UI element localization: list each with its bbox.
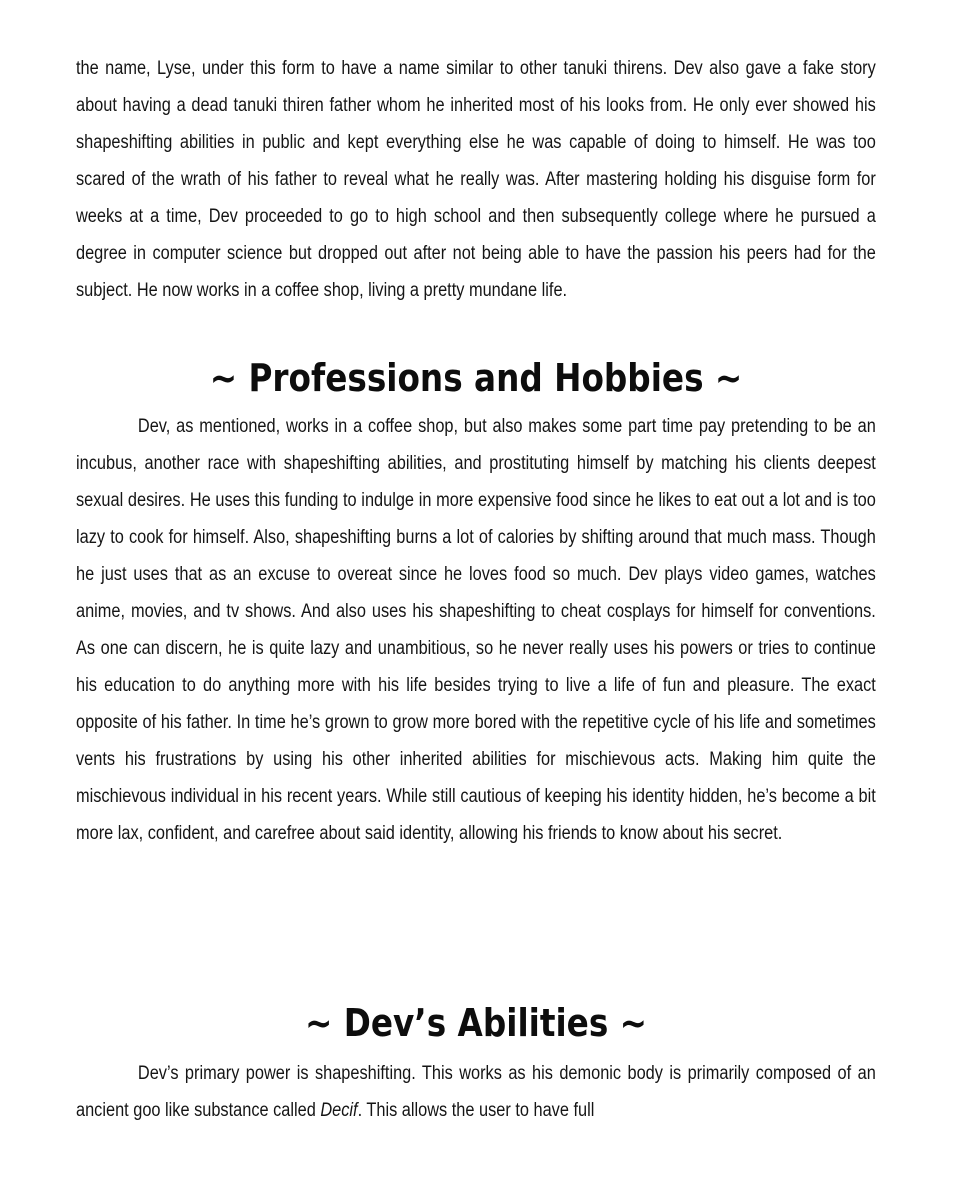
abilities-text-start: Dev’s primary power is shapeshifting. This works as his demonic body is primarily composed of an ancient goo like substance called: [76, 1063, 876, 1121]
abilities-paragraph: [76, 1055, 876, 1129]
abilities-text-end: . This allows the user to have full: [357, 1100, 595, 1121]
document-page: [76, 50, 876, 1129]
professions-heading: ~ Professions and Hobbies ~: [209, 356, 743, 400]
abilities-heading: ~ Dev’s Abilities ~: [304, 1001, 648, 1045]
decif-term: Decif: [320, 1100, 358, 1121]
origin-paragraph-continued: the name, Lyse, under this form to have a name similar to other tanuki thirens. Dev also gave a fake story about having a dead tanuki thiren father whom he inherited most of his looks from. He only ever showed his shapeshifting abilities in public and kept everything else he was capable of doing to himself. He was too scared of the wrath of his father to reveal what he really was. After mastering holding his disguise form for weeks at a time, Dev proceeded to go to high school and then subsequently college where he pursued a degree in computer science but dropped out after not being able to have the passion his peers had for the subject. He now works in a coffee shop, living a pretty mundane life.: [76, 58, 876, 301]
professions-paragraph: Dev, as mentioned, works in a coffee shop, but also makes some part time pay pretending to be an incubus, another race with shapeshifting abilities, and prostituting himself by matching his clients deepest sexual desires. He uses this funding to indulge in more expensive food since he likes to eat out a lot and is too lazy to cook for himself. Also, shapeshifting burns a lot of calories by shifting around that much mass. Though he just uses that as an excuse to overeat since he loves food so much. Dev plays video games, watches anime, movies, and tv shows. And also uses his shapeshifting to cheat cosplays for himself for conventions. As one can discern, he is quite lazy and unambitious, so he never really uses his powers or tries to continue his education to do anything more with his life besides trying to live a life of fun and pleasure. The exact opposite of his father. In time he’s grown to grow more bored with the repetitive cycle of his life and sometimes vents his frustrations by using his other inherited abilities for mischievous acts. Making him quite the mischievous individual in his recent years. While still cautious of keeping his identity hidden, he’s become a bit more lax, confident, and carefree about said identity, allowing his friends to know about his secret.: [76, 416, 876, 844]
